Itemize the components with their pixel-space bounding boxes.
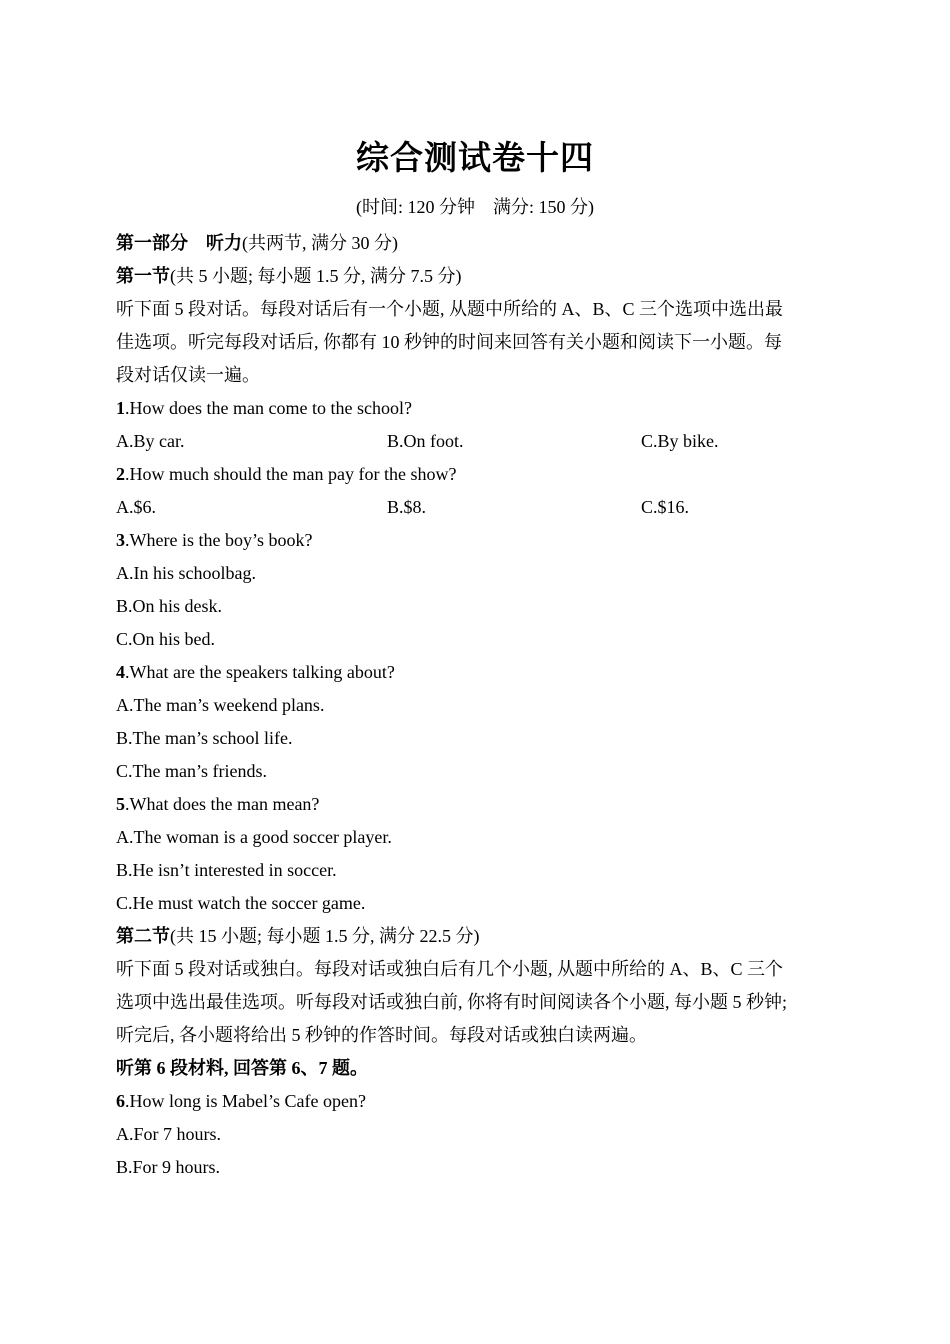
option-b: B.For 9 hours. xyxy=(116,1157,221,1177)
section2-heading-rest: (共 15 小题; 每小题 1.5 分, 满分 22.5 分) xyxy=(170,926,480,946)
part1-heading-bold: 第一部分 听力 xyxy=(116,233,242,253)
option-a: A.By car. xyxy=(116,431,185,451)
question-number: 4 xyxy=(116,662,125,682)
option-a: A.The man’s weekend plans. xyxy=(116,695,325,715)
section2-instruction-line: 选项中选出最佳选项。听每段对话或独白前, 你将有时间阅读各个小题, 每小题 5 秒钟; xyxy=(116,992,787,1012)
question-1-options xyxy=(116,425,836,458)
section1-instruction-line: 听下面 5 段对话。每段对话后有一个小题, 从题中所给的 A、B、C 三个选项中选出最 xyxy=(116,299,784,319)
section1-instruction-line: 段对话仅读一遍。 xyxy=(116,365,260,385)
option-a: A.$6. xyxy=(116,497,156,517)
section2-heading-bold: 第二节 xyxy=(116,926,170,946)
question-text: .What are the speakers talking about? xyxy=(125,662,395,682)
question-2 xyxy=(116,458,836,491)
section1-instruction-line: 佳选项。听完每段对话后, 你都有 10 秒钟的时间来回答有关小题和阅读下一小题。每 xyxy=(116,332,782,352)
question-number: 5 xyxy=(116,794,125,814)
option-b: B.$8. xyxy=(387,497,427,517)
question-number: 1 xyxy=(116,398,125,418)
section2-heading xyxy=(116,920,836,953)
option-c: C.$16. xyxy=(641,497,690,517)
option-b: B.The man’s school life. xyxy=(116,728,293,748)
question-number: 3 xyxy=(116,530,125,550)
question-3 xyxy=(116,524,836,557)
question-6 xyxy=(116,1085,836,1118)
option-a: A.For 7 hours. xyxy=(116,1124,222,1144)
exam-content xyxy=(116,227,836,1184)
question-text: .How much should the man pay for the show? xyxy=(125,464,457,484)
section1-heading-bold: 第一节 xyxy=(116,266,170,286)
section1-heading-rest: (共 5 小题; 每小题 1.5 分, 满分 7.5 分) xyxy=(170,266,462,286)
option-c: C.By bike. xyxy=(641,431,719,451)
option-c: C.On his bed. xyxy=(116,629,215,649)
option-b: B.On foot. xyxy=(387,431,464,451)
option-b: B.He isn’t interested in soccer. xyxy=(116,860,337,880)
section2-instruction-line: 听完后, 各小题将给出 5 秒钟的作答时间。每段对话或独白读两遍。 xyxy=(116,1025,647,1045)
question-text: .How does the man come to the school? xyxy=(125,398,412,418)
option-b: B.On his desk. xyxy=(116,596,223,616)
question-2-options xyxy=(116,491,836,524)
section1-heading xyxy=(116,260,836,293)
question-1 xyxy=(116,392,836,425)
option-c: C.He must watch the soccer game. xyxy=(116,893,366,913)
option-c: C.The man’s friends. xyxy=(116,761,267,781)
page-title: 综合测试卷十四 xyxy=(356,138,594,177)
section2-instruction-line: 听下面 5 段对话或独白。每段对话或独白后有几个小题, 从题中所给的 A、B、C 三个 xyxy=(116,959,784,979)
question-text: .How long is Mabel’s Cafe open? xyxy=(125,1091,366,1111)
page-subtitle: (时间: 120 分钟 满分: 150 分) xyxy=(356,197,594,217)
question-number: 6 xyxy=(116,1091,125,1111)
option-a: A.In his schoolbag. xyxy=(116,563,256,583)
option-a: A.The woman is a good soccer player. xyxy=(116,827,392,847)
question-text: .What does the man mean? xyxy=(125,794,320,814)
question-number: 2 xyxy=(116,464,125,484)
question-text: .Where is the boy’s book? xyxy=(125,530,313,550)
part1-heading-rest: (共两节, 满分 30 分) xyxy=(242,233,398,253)
question-4 xyxy=(116,656,836,689)
part1-heading xyxy=(116,227,836,260)
material-heading: 听第 6 段材料, 回答第 6、7 题。 xyxy=(116,1058,368,1078)
question-5 xyxy=(116,788,836,821)
